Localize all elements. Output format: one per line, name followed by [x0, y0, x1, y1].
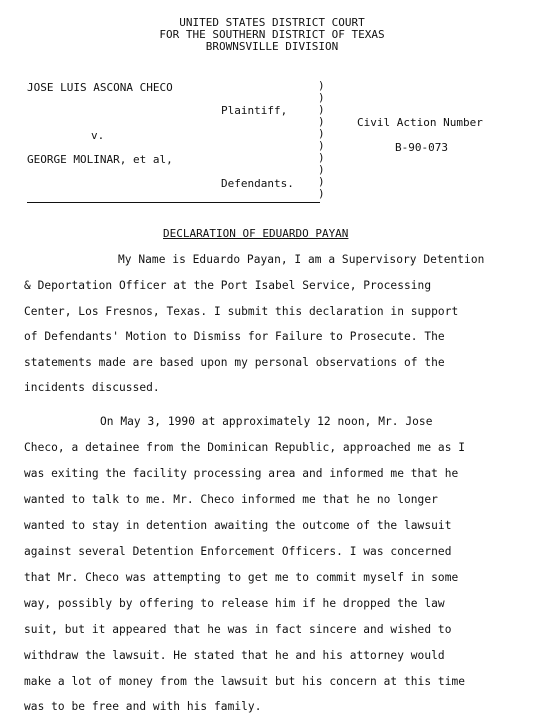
body-line: was to be free and with his family.: [24, 700, 262, 713]
court-name: UNITED STATES DISTRICT COURT: [179, 16, 365, 29]
paren-mark: ): [318, 139, 325, 152]
plaintiff-role: Plaintiff,: [221, 104, 288, 117]
paren-mark: ): [318, 115, 325, 128]
body-line: suit, but it appeared that he was in fact sincere and wished to: [24, 623, 452, 636]
paren-mark: ): [318, 127, 325, 140]
paren-mark: ): [318, 103, 325, 116]
body-line: was exiting the facility processing area and informed me that he: [24, 467, 459, 480]
paren-mark: ): [318, 187, 325, 200]
body-line: that Mr. Checo was attempting to get me to commit myself in some: [24, 571, 459, 584]
paren-mark: ): [318, 151, 325, 164]
body-line: On May 3, 1990 at approximately 12 noon, Mr. Jose: [100, 415, 433, 428]
versus-label: v.: [91, 129, 105, 142]
body-line: withdraw the lawsuit. He stated that he and his attorney would: [24, 649, 445, 662]
civil-action-number: B-90-073: [395, 141, 448, 154]
document-title: DECLARATION OF EDUARDO PAYAN: [163, 227, 349, 240]
body-line: My Name is Eduardo Payan, I am a Supervisory Detention: [118, 253, 485, 266]
defendant-name: GEORGE MOLINAR, et al,: [27, 153, 173, 166]
civil-action-label: Civil Action Number: [357, 116, 483, 129]
body-line: & Deportation Officer at the Port Isabel Service, Processing: [24, 279, 432, 292]
defendant-role: Defendants.: [221, 177, 294, 190]
body-line: way, possibly by offering to release him if he dropped the law: [24, 597, 445, 610]
body-line: Center, Los Fresnos, Texas. I submit this declaration in support: [24, 305, 459, 318]
body-line: against several Detention Enforcement Officers. I was concerned: [24, 545, 452, 558]
body-line: of Defendants' Motion to Dismiss for Failure to Prosecute. The: [24, 330, 445, 343]
body-line: make a lot of money from the lawsuit but his concern at this time: [24, 675, 466, 688]
paren-mark: ): [318, 91, 325, 104]
body-line: statements made are based upon my personal observations of the: [24, 356, 445, 369]
paren-mark: ): [318, 163, 325, 176]
caption-underline: [27, 202, 320, 203]
paren-mark: ): [318, 79, 325, 92]
plaintiff-name: JOSE LUIS ASCONA CHECO: [27, 81, 173, 94]
body-line: wanted to talk to me. Mr. Checo informed me that he no longer: [24, 493, 438, 506]
body-line: incidents discussed.: [24, 381, 160, 394]
court-district: FOR THE SOUTHERN DISTRICT OF TEXAS: [159, 28, 385, 41]
paren-mark: ): [318, 175, 325, 188]
court-division: BROWNSVILLE DIVISION: [205, 40, 339, 53]
body-line: wanted to stay in detention awaiting the outcome of the lawsuit: [24, 519, 452, 532]
body-line: Checo, a detainee from the Dominican Republic, approached me as I: [24, 441, 466, 454]
